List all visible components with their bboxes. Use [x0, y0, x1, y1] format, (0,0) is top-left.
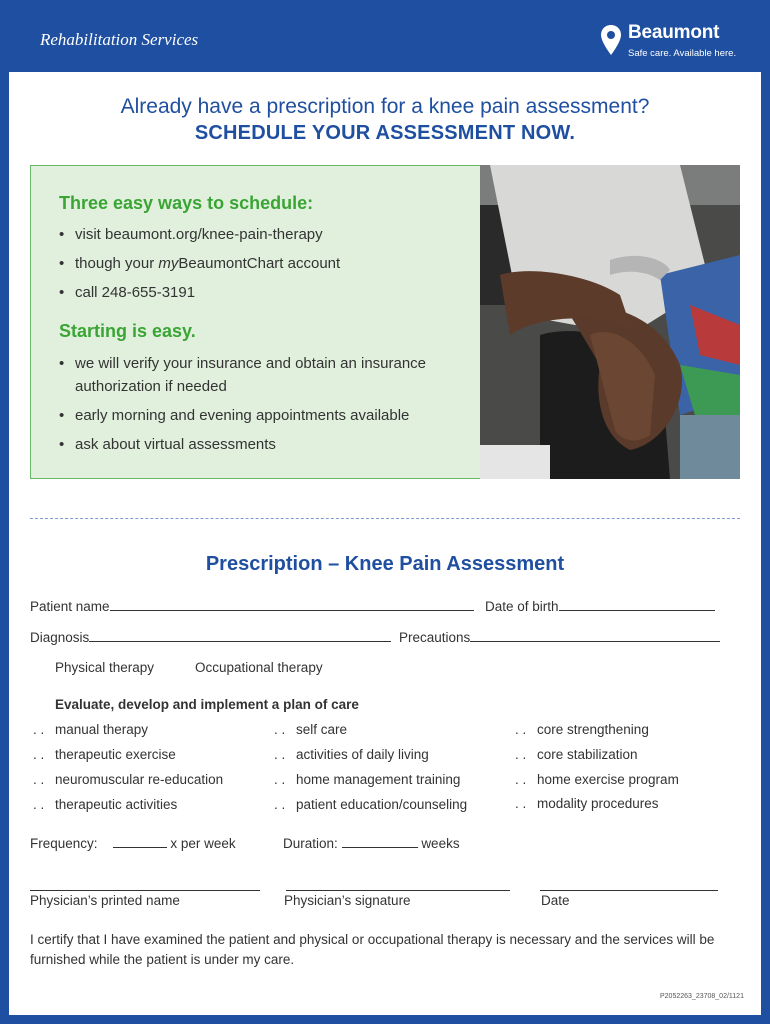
- brand-name: Beaumont: [628, 22, 720, 43]
- frequency-field[interactable]: Frequency: x per week: [30, 836, 236, 851]
- cut-line-divider: [30, 518, 740, 519]
- date-label: Date: [541, 893, 570, 908]
- schedule-heading: Three easy ways to schedule:: [59, 193, 314, 213]
- checkbox-patient-education[interactable]: . . patient education/counseling: [274, 797, 468, 812]
- occupational-therapy-option[interactable]: Occupational therapy: [195, 660, 323, 675]
- beaumont-logo[interactable]: [600, 24, 740, 64]
- schedule-website-link[interactable]: visit beaumont.org/knee-pain-therapy: [75, 226, 323, 243]
- date-of-birth-line[interactable]: [559, 598, 715, 611]
- checkbox-self-care[interactable]: . . self care: [274, 722, 348, 737]
- brand-tagline: Safe care. Available here.: [628, 48, 737, 59]
- form-code: P2052263_23708_02/1121: [660, 993, 744, 1000]
- checkbox-core-strengthening[interactable]: . . core strengthening: [515, 722, 649, 737]
- signature-label: Physician’s signature: [284, 893, 411, 908]
- checkbox-therapeutic-exercise[interactable]: . . therapeutic exercise: [33, 747, 176, 762]
- diagnosis-field[interactable]: Diagnosis: [30, 629, 391, 645]
- certification-statement: I certify that I have examined the patient and physical or occupational therapy is necessary and the services will be furnished while the patient is under my care.: [30, 932, 715, 967]
- headline-cta: SCHEDULE YOUR ASSESSMENT NOW.: [194, 122, 576, 144]
- checkbox-core-stabilization[interactable]: . . core stabilization: [515, 747, 638, 762]
- signature-line[interactable]: [286, 890, 510, 891]
- checkbox-home-exercise-program[interactable]: . . home exercise program: [515, 772, 679, 787]
- list-item: • early morning and evening appointments available: [59, 407, 410, 424]
- checkbox-neuromuscular-re-education[interactable]: . . neuromuscular re-education: [33, 772, 224, 787]
- duration-line[interactable]: [342, 835, 418, 848]
- printed-name-label: Physician’s printed name: [30, 893, 180, 908]
- physical-therapy-option[interactable]: Physical therapy: [55, 660, 155, 675]
- headline-question: Already have a prescription for a knee pain assessment?: [120, 95, 650, 118]
- date-line[interactable]: [540, 890, 718, 891]
- plan-heading: Evaluate, develop and implement a plan of care: [55, 697, 359, 712]
- starting-heading: Starting is easy.: [59, 321, 196, 341]
- list-item: • we will verify your insurance and obtain an insurance authorization if needed: [59, 355, 427, 395]
- knee-photo-illustration: [480, 165, 740, 479]
- department-title: Rehabilitation Services: [40, 30, 199, 49]
- checkbox-activities-of-daily-living[interactable]: . . activities of daily living: [274, 747, 429, 762]
- checkbox-home-management-training[interactable]: . . home management training: [274, 772, 461, 787]
- prescription-title: Prescription – Knee Pain Assessment: [205, 553, 565, 575]
- printed-name-line[interactable]: [30, 890, 260, 891]
- list-item: • call 248-655-3191: [59, 284, 196, 301]
- diagnosis-line[interactable]: [89, 629, 391, 642]
- header-bar: [0, 0, 770, 72]
- list-item: • ask about virtual assessments: [59, 436, 276, 453]
- schedule-phone-link[interactable]: call 248-655-3191: [75, 284, 196, 301]
- date-of-birth-field[interactable]: Date of birth: [485, 598, 715, 614]
- checkbox-modality-procedures[interactable]: . . modality procedures: [515, 796, 659, 811]
- knee-photo: [480, 165, 740, 479]
- schedule-info-box: [30, 165, 480, 479]
- patient-name-line[interactable]: [110, 598, 474, 611]
- precautions-field[interactable]: Precautions: [399, 629, 720, 645]
- list-item: • though your myBeaumontChart account: [59, 255, 341, 272]
- precautions-line[interactable]: [470, 629, 720, 642]
- location-pin-icon: [600, 24, 622, 56]
- frequency-line[interactable]: [113, 835, 167, 848]
- patient-name-field[interactable]: Patient name: [30, 598, 474, 614]
- list-item: • visit beaumont.org/knee-pain-therapy: [59, 226, 323, 243]
- checkbox-manual-therapy[interactable]: . . manual therapy: [33, 722, 149, 737]
- checkbox-therapeutic-activities[interactable]: . . therapeutic activities: [33, 797, 178, 812]
- duration-field[interactable]: Duration: weeks: [283, 836, 460, 851]
